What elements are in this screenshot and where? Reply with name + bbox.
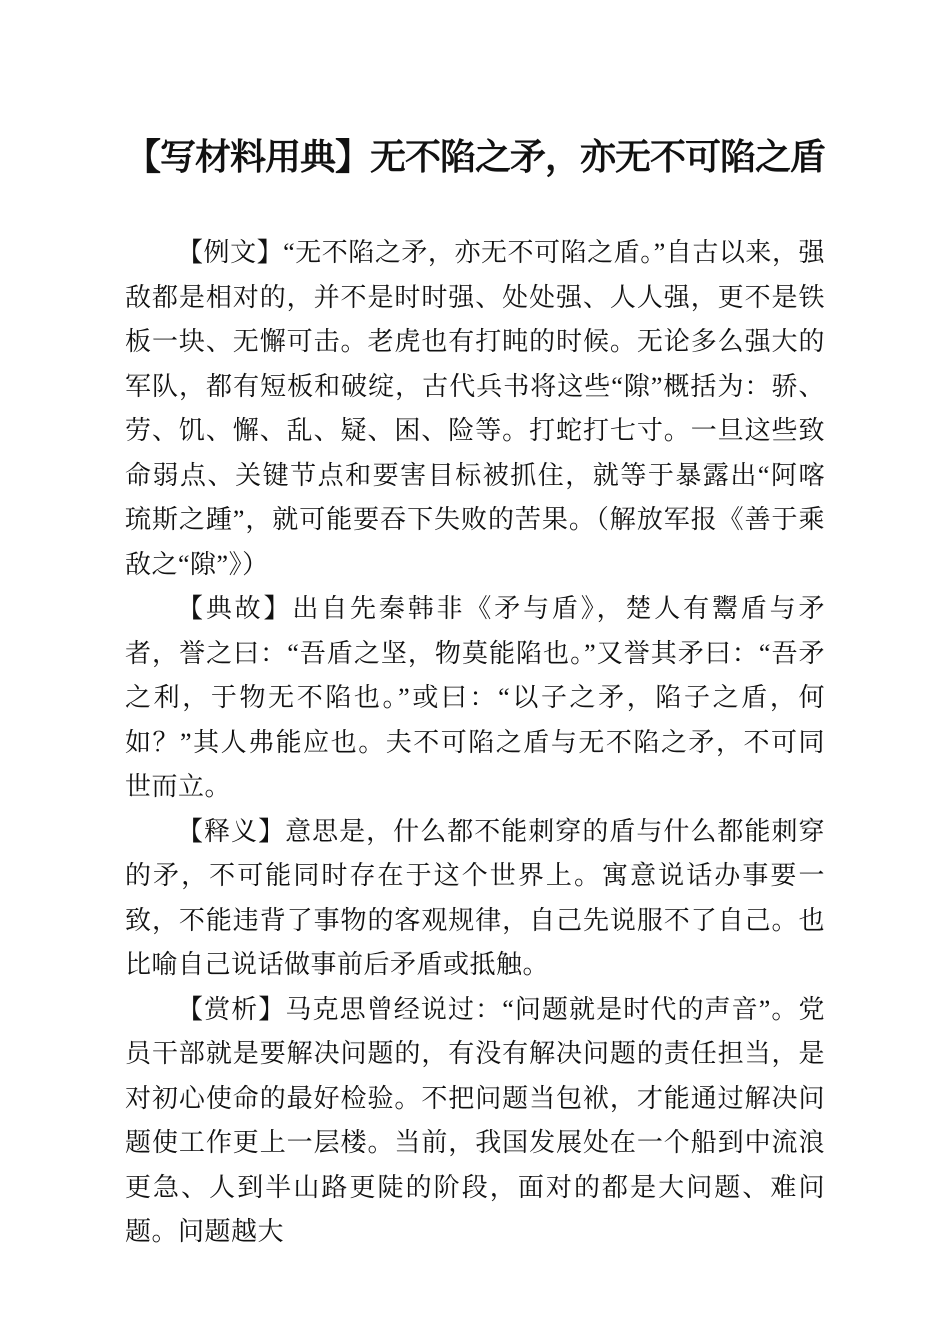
paragraph-diangu: 【典故】出自先秦韩非《矛与盾》，楚人有鬻盾与矛者，誉之曰：“吾盾之坚，物莫能陷也。”又誉其矛曰：“吾矛之利，于物无不陷也。”或曰：“以子之矛，陷子之盾，何如？”其人弗能应也。夫不可陷之盾与无不陷之矛，不可同世而立。 — [125, 594, 825, 801]
document-page — [125, 0, 825, 1255]
paragraph-shangxi: 【赏析】马克思曾经说过：“问题就是时代的声音”。党员干部就是要解决问题的，有没有解决问题的责任担当，是对初心使命的最好检验。不把问题当包袱，才能通过解决问题使工作更上一层楼。当前，我国发展处在一个船到中流浪更急、人到半山路更陡的阶段，面对的都是大问题、难问题。问题越大 — [125, 994, 825, 1246]
paragraph-shiyi: 【释义】意思是，什么都不能刺穿的盾与什么都能刺穿的矛，不可能同时存在于这个世界上。寓意说话办事要一致，不能违背了事物的客观规律，自己先说服不了自己。也比喻自己说话做事前后矛盾或抵触。 — [125, 816, 825, 979]
paragraph-liwen: 【例文】“无不陷之矛，亦无不可陷之盾。”自古以来，强敌都是相对的，并不是时时强、处处强、人人强，更不是铁板一块、无懈可击。老虎也有打盹的时候。无论多么强大的军队，都有短板和破绽，古代兵书将这些“隙”概括为：骄、劳、饥、懈、乱、疑、困、险等。打蛇打七寸。一旦这些致命弱点、关键节点和要害目标被抓住，就等于暴露出“阿喀琉斯之踵”，就可能要吞下失败的苦果。（解放军报《善于乘敌之“隙”》） — [125, 238, 825, 579]
document-title: 【写材料用典】无不陷之矛，亦无不可陷之盾 — [125, 137, 826, 177]
